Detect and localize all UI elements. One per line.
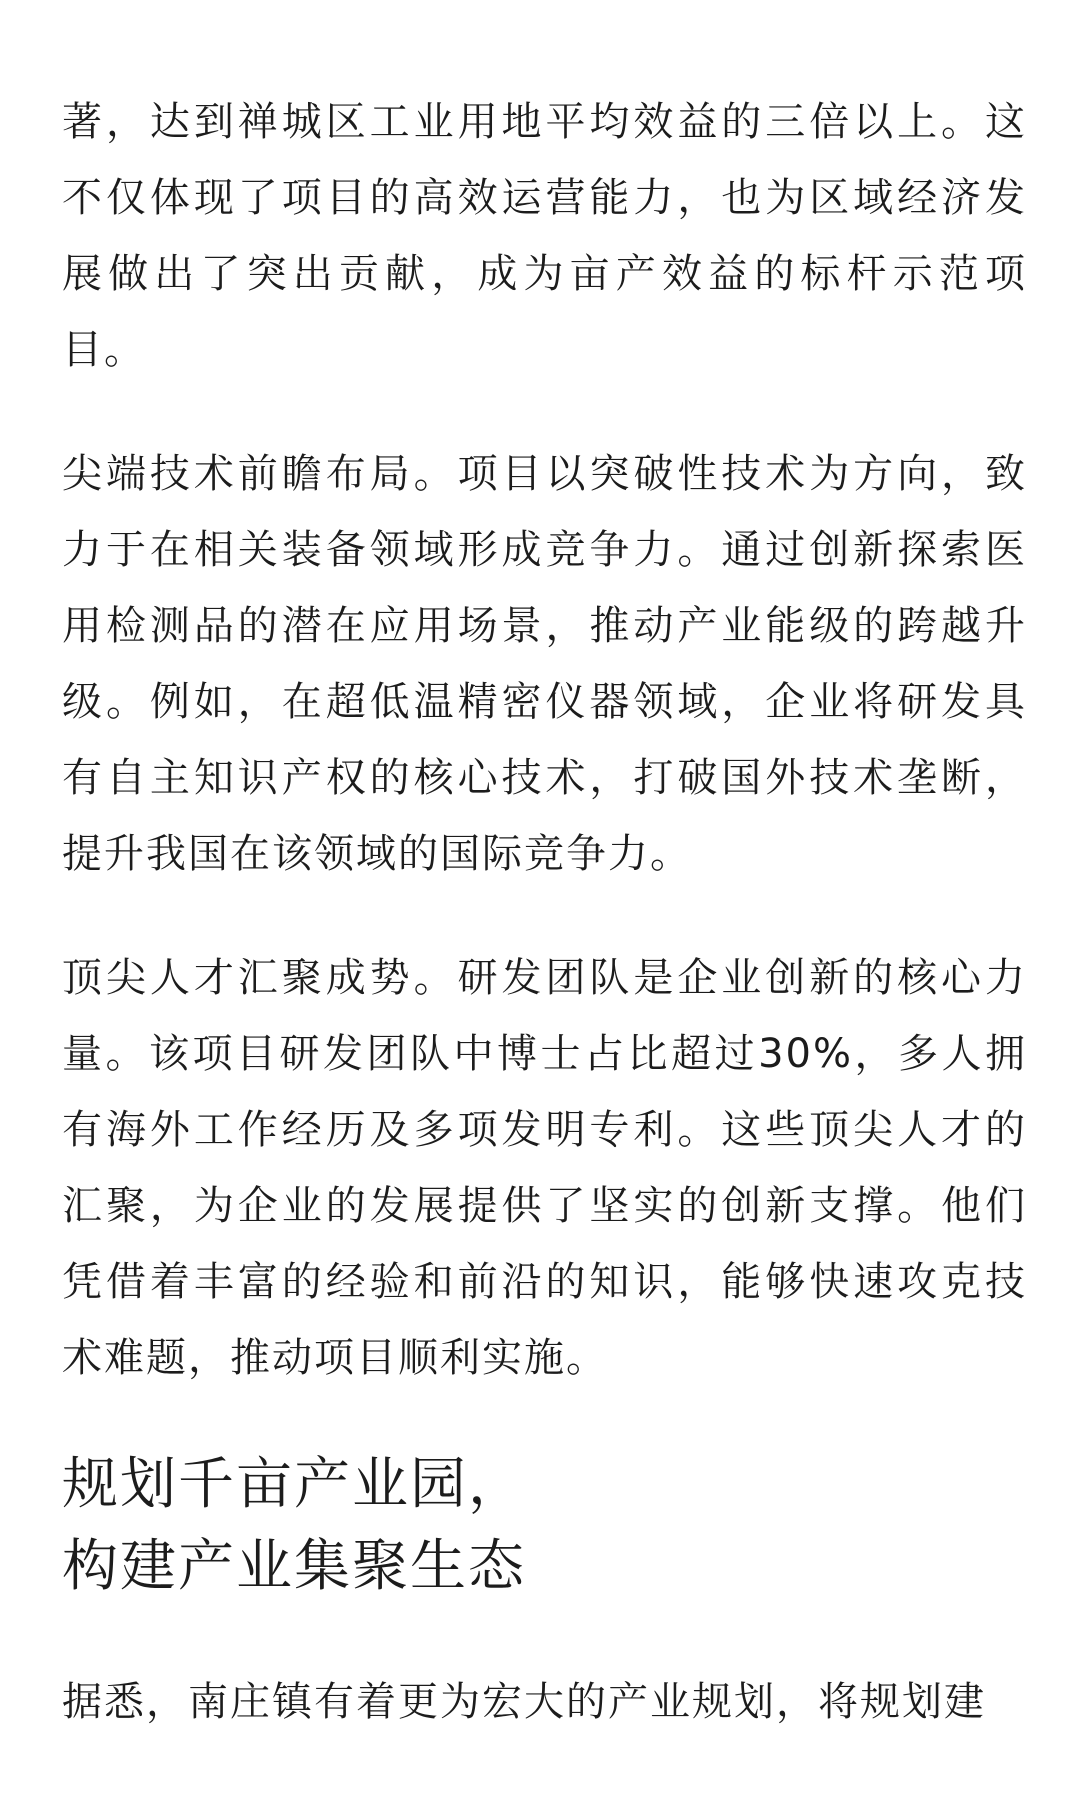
section-heading-line-1: 规划千亩产业园，	[62, 1452, 526, 1517]
section-heading-line-2: 构建产业集聚生态	[62, 1534, 526, 1599]
article-paragraph-talent: 顶尖人才汇聚成势。研发团队是企业创新的核心力量。该项目研发团队中博士占比超过30%，多人拥有海外工作经历及多项发明专利。这些顶尖人才的汇聚，为企业的发展提供了坚实的创新支撑。他们凭借着丰富的经验和前沿的知识，能够快速攻克技术难题，推动项目顺利实施。	[62, 955, 1027, 1381]
article-paragraph-technology: 尖端技术前瞻布局。项目以突破性技术为方向，致力于在相关装备领域形成竞争力。通过创新探索医用检测品的潜在应用场景，推动产业能级的跨越升级。例如，在超低温精密仪器领域，企业将研发具有自主知识产权的核心技术，打破国外技术垄断，提升我国在该领域的国际竞争力。	[62, 451, 1027, 877]
article-paragraph-planning: 据悉，南庄镇有着更为宏大的产业规划，将规划建	[62, 1679, 986, 1725]
article-paragraph-efficiency: 著，达到禅城区工业用地平均效益的三倍以上。这不仅体现了项目的高效运营能力，也为区域经济发展做出了突出贡献，成为亩产效益的标杆示范项目。	[62, 99, 1027, 373]
article-body	[62, 84, 1027, 1740]
section-heading	[62, 1444, 1027, 1608]
